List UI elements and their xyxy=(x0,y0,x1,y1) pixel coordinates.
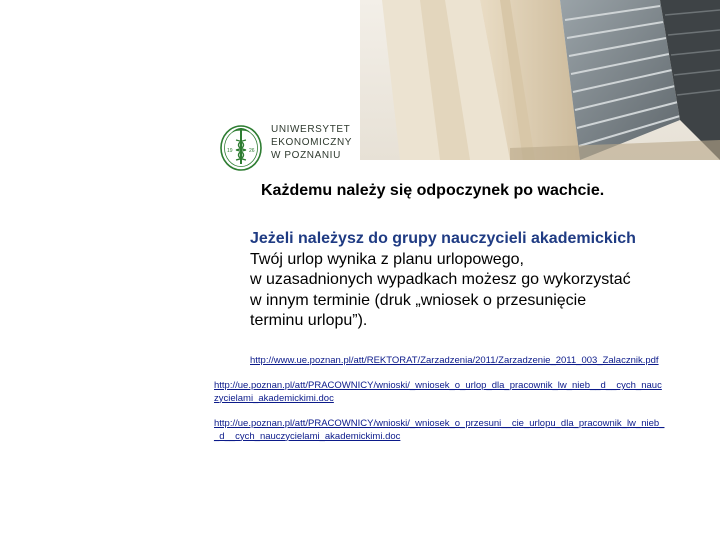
body-line-3: w uzasadnionych wypadkach możesz go wykorzystać xyxy=(250,271,631,288)
body-line-5: terminu urlopu”). xyxy=(250,312,368,329)
body-paragraph xyxy=(250,229,695,332)
leave-request-form-link[interactable] xyxy=(214,380,662,405)
body-line-2: Twój urlop wynika z planu urlopowego, xyxy=(250,250,524,268)
logo-wordmark xyxy=(271,123,352,162)
body-line-4: w innym terminie (druk „wniosek o przesunięcie xyxy=(250,291,587,309)
building-photo-graphic xyxy=(360,0,720,160)
university-emblem-icon xyxy=(218,120,264,172)
body-lead-line: Jeżeli należysz do grupy nauczycieli akademickich xyxy=(250,230,636,247)
logo-year-left: 19 xyxy=(227,148,233,154)
logo-line-2: EKONOMICZNY xyxy=(271,137,353,148)
logo-year-right: 26 xyxy=(249,148,255,154)
logo-line-3: W POZNANIU xyxy=(271,150,341,161)
logo-line-1: UNIWERSYTET xyxy=(271,124,351,135)
building-photo xyxy=(360,0,720,160)
regulation-pdf-link-text: http://www.ue.poznan.pl/att/REKTORAT/Zarzadzenia/2011/Zarzadzenie_2011_003_Zalacznik.pdf xyxy=(250,355,659,366)
page-heading: Każdemu należy się odpoczynek po wachcie. xyxy=(261,182,605,199)
leave-postponement-form-link-line-2: _d__cych_nauczycielami_akademickimi.doc xyxy=(214,430,401,442)
university-logo xyxy=(218,120,368,172)
regulation-pdf-link[interactable] xyxy=(250,355,659,368)
leave-request-form-link-line-2: zycielami_akademickimi.doc xyxy=(214,392,334,404)
leave-request-form-link-line-1: http://ue.poznan.pl/att/PRACOWNICY/wnioski/_wniosek_o_urlop_dla_pracownik_lw_nieb__d__cych_nauc xyxy=(214,380,662,391)
leave-postponement-form-link-line-1: http://ue.poznan.pl/att/PRACOWNICY/wnioski/_wniosek_o_przesuni__cie_urlopu_dla_pracownik_lw_nieb_ xyxy=(214,418,665,429)
leave-postponement-form-link[interactable] xyxy=(214,418,664,443)
